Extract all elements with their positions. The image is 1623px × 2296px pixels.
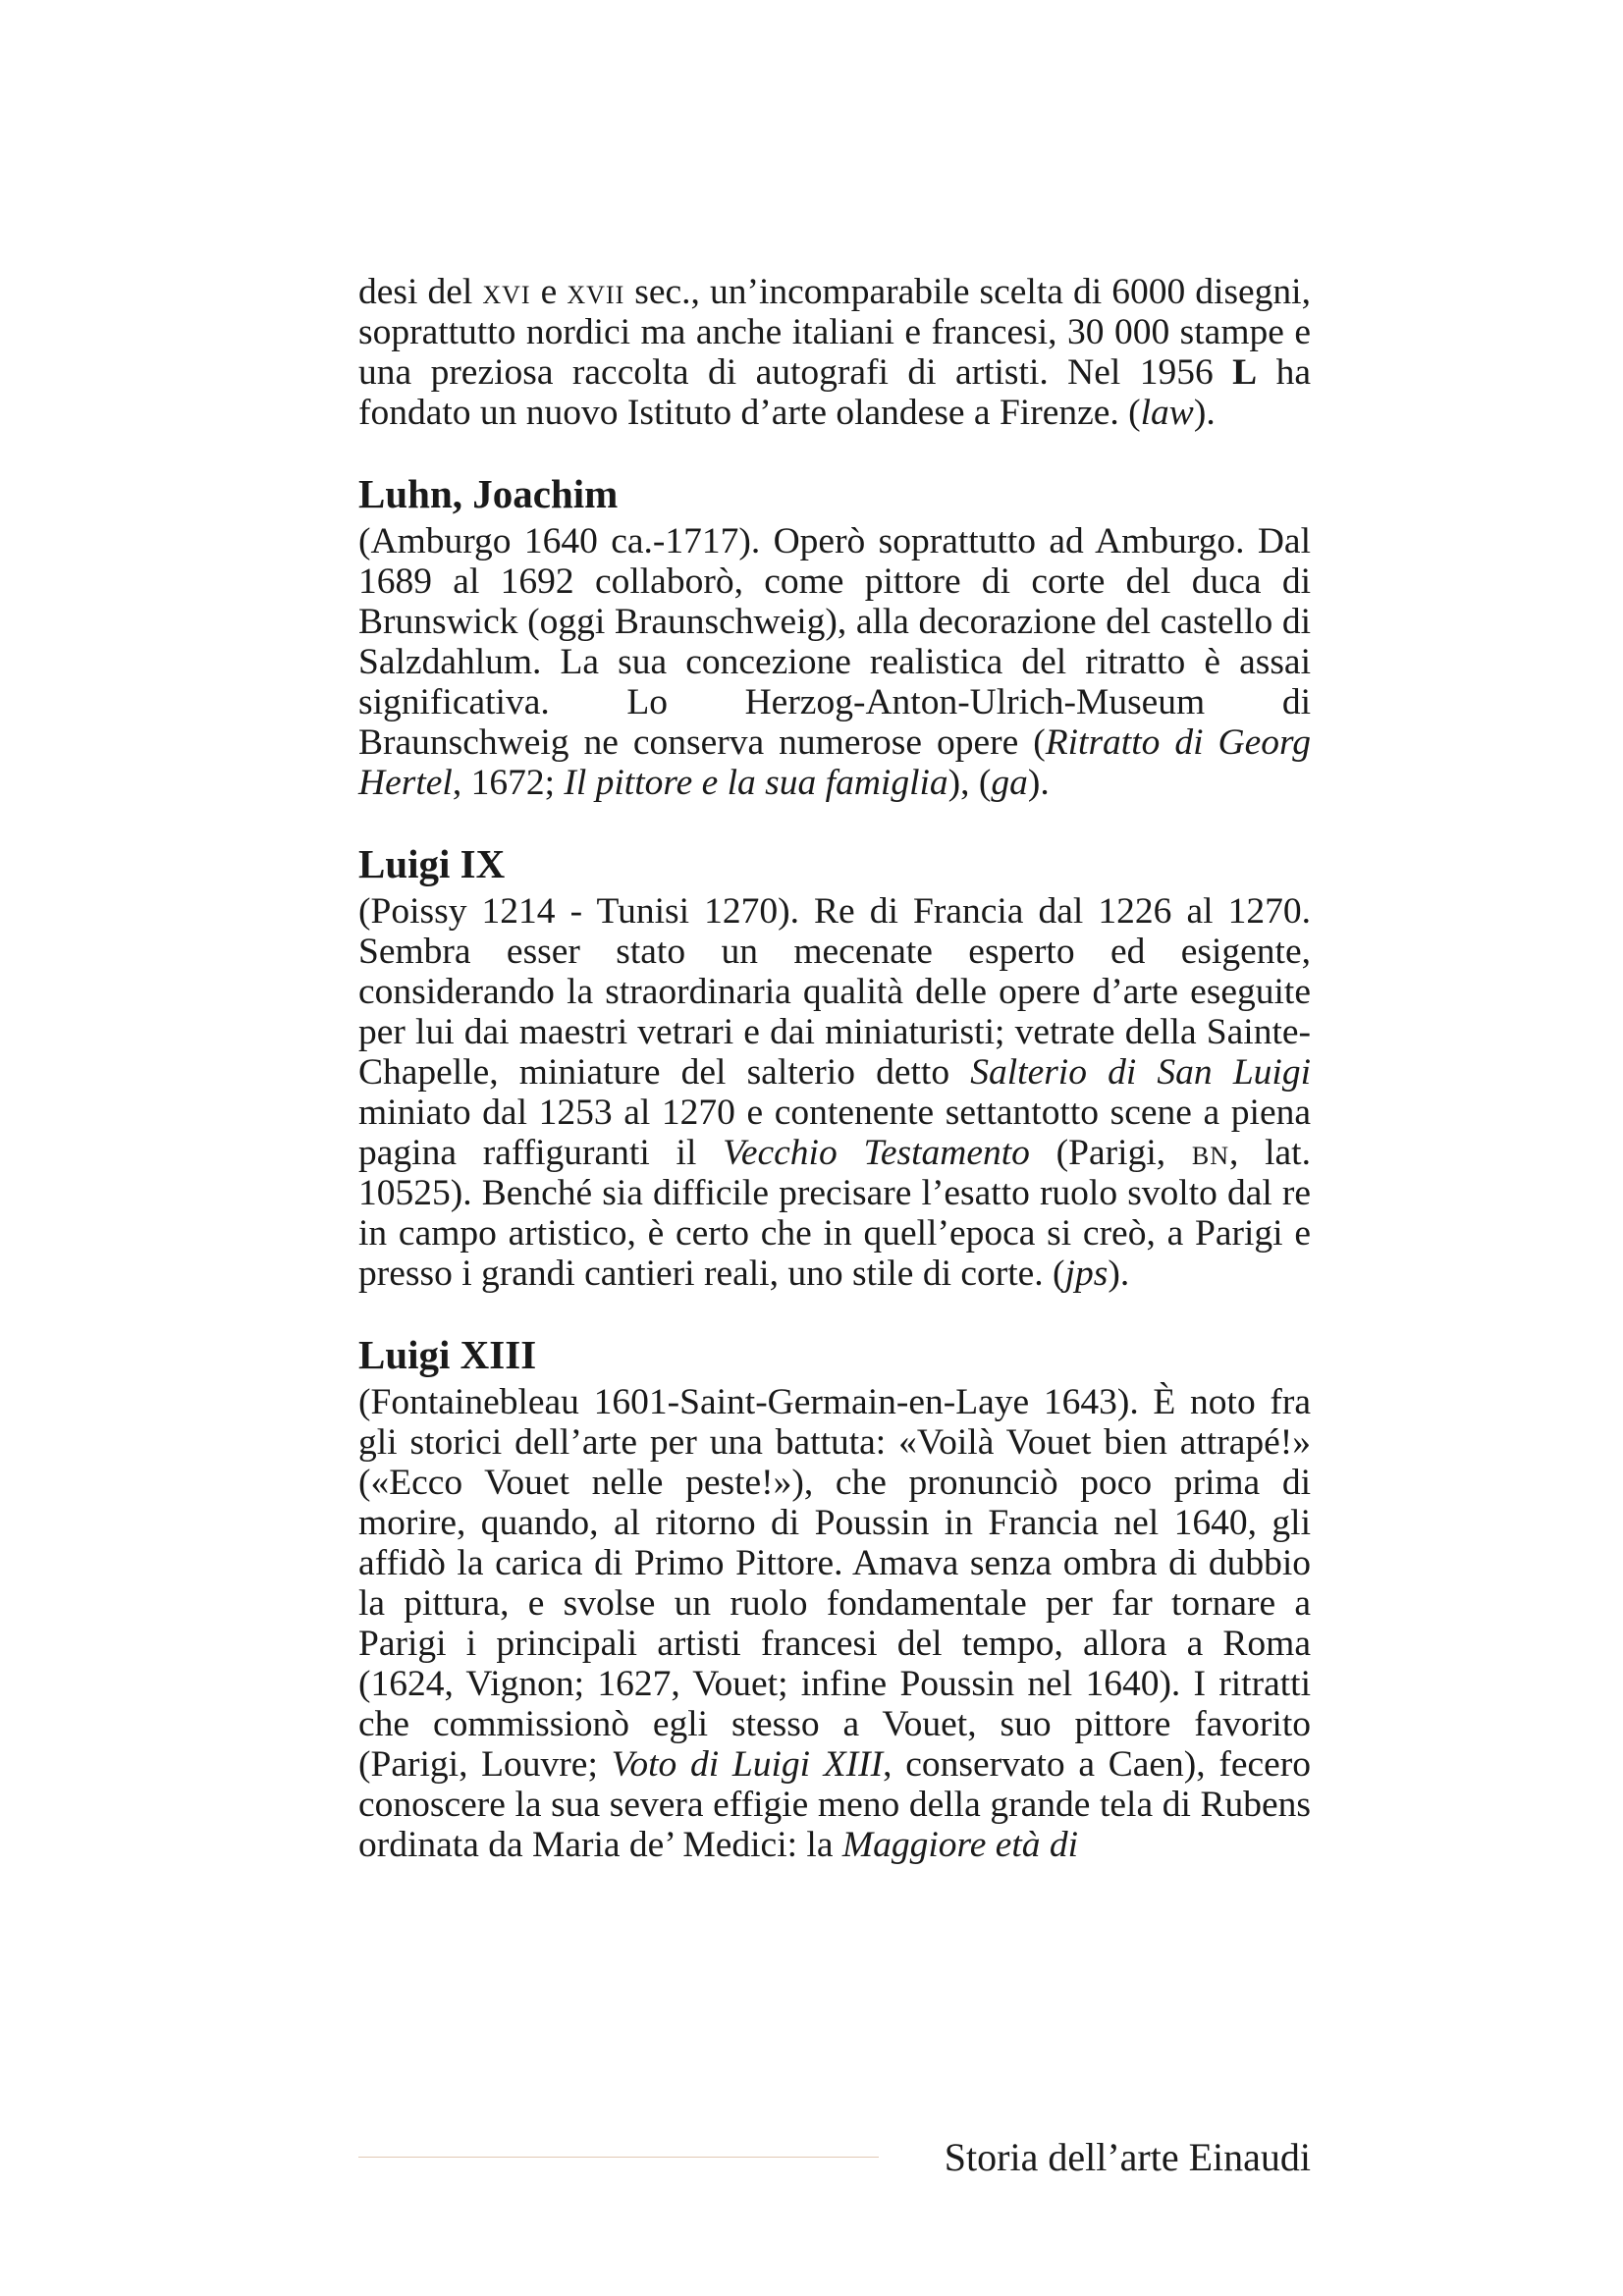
entry-title: Luigi IX bbox=[358, 841, 506, 886]
footer-title: Storia dell’arte Einaudi bbox=[944, 2135, 1311, 2179]
text-run: (Amburgo 1640 ca.-1717). Operò soprattutto ad Amburgo. Dal 1689 al 1692 collaborò, come pittore di corte del duca di Brunswick (oggi Braunschweig), alla decorazione del castello di Salzdahlum. La sua concezione realistica del ritratto è assai significativa. Lo Herzog-Anton-Ulrich-Museum di Braunschweig ne conserva numerose opere ( bbox=[358, 521, 1311, 763]
italic-run: Il pittore e la sua famiglia bbox=[564, 763, 948, 803]
text-run: ha fondato un nuovo Istituto d’arte olandese a Firenze. ( bbox=[358, 352, 1311, 433]
small-caps-run: xvi bbox=[482, 272, 531, 312]
entry-title: Luigi XIII bbox=[358, 1332, 537, 1377]
small-caps-run: bn bbox=[1191, 1133, 1229, 1173]
footer-rule bbox=[358, 2157, 879, 2158]
text-run: (Fontainebleau 1601-Saint-Germain-en-Laye 1643). È noto fra gli storici dell’arte per una battuta: «Voilà Vouet bien attrapé!» («Ecco Vouet nelle peste!»), che pronunciò poco prima di morire, quando, al ritorno di Poussin in Francia nel 1640, gli affidò la carica di Primo Pittore. Amava senza ombra di dubbio la pittura, e svolse un ruolo fondamentale per far tornare a Parigi i principali artisti francesi del tempo, allora a Roma (1624, Vignon; 1627, Vouet; infine Poussin nel 1640). I ritratti che commissionò egli stesso a Vouet, suo pittore favorito (Parigi, Louvre; bbox=[358, 1382, 1311, 1785]
entry-luhn bbox=[358, 472, 1311, 803]
text-run: ), ( bbox=[947, 763, 992, 803]
text-run: (Parigi, bbox=[1029, 1133, 1192, 1173]
entry-body bbox=[358, 521, 1311, 803]
text-run: ). bbox=[1027, 763, 1050, 803]
entry-body bbox=[358, 1382, 1311, 1865]
text-run: , conservato a Caen), fecero conoscere la sua severa effigie meno della grande tela di Rubens ordinata da Maria de’ Medici: la bbox=[358, 1744, 1311, 1865]
text-run: , lat. 10525). Benché sia difficile precisare l’esatto ruolo svolto dal re in campo artistico, è certo che in quell’epoca si creò, a Parigi e presso i grandi cantieri reali, uno stile di corte. ( bbox=[358, 1133, 1311, 1294]
text-run: miniato dal 1253 al 1270 e contenente settantotto scene a piena pagina raffiguranti il bbox=[358, 1093, 1311, 1173]
entry-luigi-xiii bbox=[358, 1333, 1311, 1865]
italic-run: Ritratto di Georg Hertel bbox=[358, 722, 1311, 803]
italic-run: Vecchio Testamento bbox=[723, 1133, 1030, 1173]
entry-body bbox=[358, 891, 1311, 1294]
entry-luigi-ix bbox=[358, 842, 1311, 1294]
text-run: , 1672; bbox=[452, 763, 565, 803]
italic-run: Voto di Luigi XIII bbox=[611, 1744, 884, 1785]
small-caps-run: xvii bbox=[567, 272, 625, 312]
italic-run: Salterio di San Luigi bbox=[970, 1052, 1312, 1093]
italic-run: Maggiore età di bbox=[841, 1825, 1079, 1865]
text-run: ). bbox=[1193, 393, 1216, 433]
page-column bbox=[358, 272, 1311, 1865]
author-signature: ga bbox=[991, 763, 1028, 803]
text-run: ). bbox=[1108, 1254, 1130, 1294]
author-signature: jps bbox=[1064, 1254, 1109, 1294]
text-run: (Poissy 1214 - Tunisi 1270). Re di Francia dal 1226 al 1270. Sembra esser stato un mecenate esperto ed esigente, considerando la straordinaria qualità delle opere d’arte eseguite per lui dai maestri vetrari e dai miniaturisti; vetrate della Sainte-Chapelle, miniature del salterio detto bbox=[358, 891, 1311, 1093]
text-run: e bbox=[530, 272, 568, 312]
intro-paragraph bbox=[358, 272, 1311, 433]
bold-run: L bbox=[1232, 352, 1258, 393]
text-run: sec., un’incomparabile scelta di 6000 disegni, soprattutto nordici ma anche italiani e francesi, 30 000 stampe e una preziosa raccolta di autografi di artisti. Nel 1956 bbox=[358, 272, 1311, 393]
entry-title: Luhn, Joachim bbox=[358, 471, 619, 516]
text-run: desi del bbox=[358, 272, 483, 312]
author-signature: law bbox=[1140, 393, 1194, 433]
